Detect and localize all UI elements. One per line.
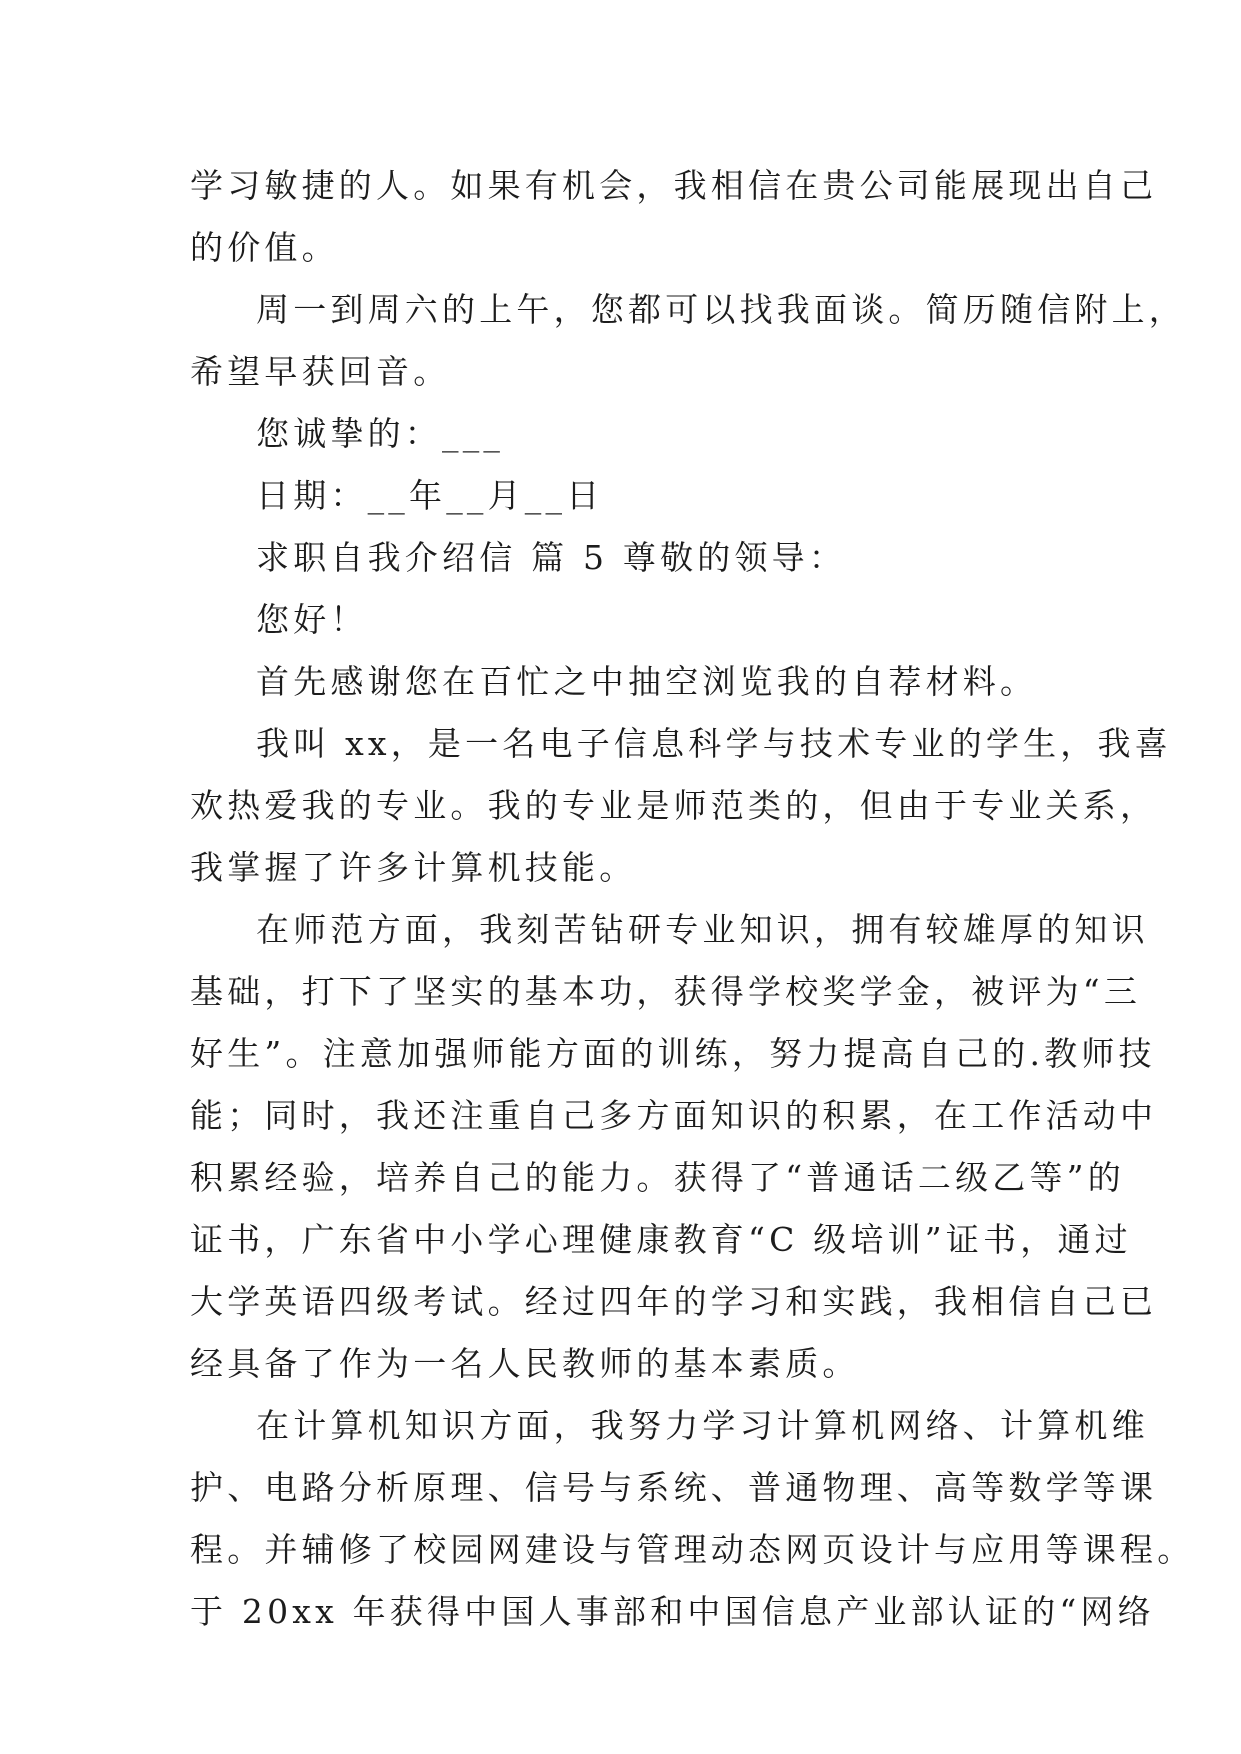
greeting: 您好！ (256, 600, 368, 639)
text-line: 在计算机知识方面，我努力学习计算机网络、计算机维 (256, 1406, 1149, 1445)
text-line: 欢热爱我的专业。我的专业是师范类的，但由于专业关系， (190, 786, 1158, 825)
text-line: 经具备了作为一名人民教师的基本素质。 (190, 1344, 860, 1383)
text-line: 能；同时，我还注重自己多方面知识的积累，在工作活动中 (190, 1096, 1158, 1135)
text-line: 首先感谢您在百忙之中抽空浏览我的自荐材料。 (256, 662, 1038, 701)
text-line: 护、电路分析原理、信号与系统、普通物理、高等数学等课 (190, 1468, 1158, 1507)
text-line: 证书，广东省中小学心理健康教育“C 级培训”证书，通过 (190, 1220, 1132, 1259)
text-line: 周一到周六的上午，您都可以找我面谈。简历随信附上， (256, 290, 1186, 329)
text-line: 基础，打下了坚实的基本功，获得学校奖学金，被评为“三 (190, 972, 1142, 1011)
document-body (190, 155, 1195, 1643)
text-line: 我叫 xx，是一名电子信息科学与技术专业的学生，我喜 (256, 724, 1172, 763)
text-line: 希望早获回音。 (190, 352, 451, 391)
text-line: 的价值。 (190, 228, 339, 267)
text-line: 于 20xx 年获得中国人事部和中国信息产业部认证的“网络 (190, 1592, 1155, 1631)
signature-line: 您诚挚的：___ (256, 414, 505, 453)
date-line: 日期：__年__月__日 (256, 476, 604, 515)
text-line: 积累经验，培养自己的能力。获得了“普通话二级乙等”的 (190, 1158, 1125, 1197)
text-line: 大学英语四级考试。经过四年的学习和实践，我相信自己已 (190, 1282, 1158, 1321)
section-heading: 求职自我介绍信 篇 5 尊敬的领导： (256, 538, 847, 577)
text-line: 学习敏捷的人。如果有机会，我相信在贵公司能展现出自己 (190, 166, 1158, 205)
text-line: 在师范方面，我刻苦钻研专业知识，拥有较雄厚的知识 (256, 910, 1149, 949)
text-line: 我掌握了许多计算机技能。 (190, 848, 637, 887)
text-line: 程。并辅修了校园网建设与管理动态网页设计与应用等课程。 (190, 1530, 1195, 1569)
text-line: 好生”。注意加强师能方面的训练，努力提高自己的.教师技 (190, 1034, 1156, 1073)
